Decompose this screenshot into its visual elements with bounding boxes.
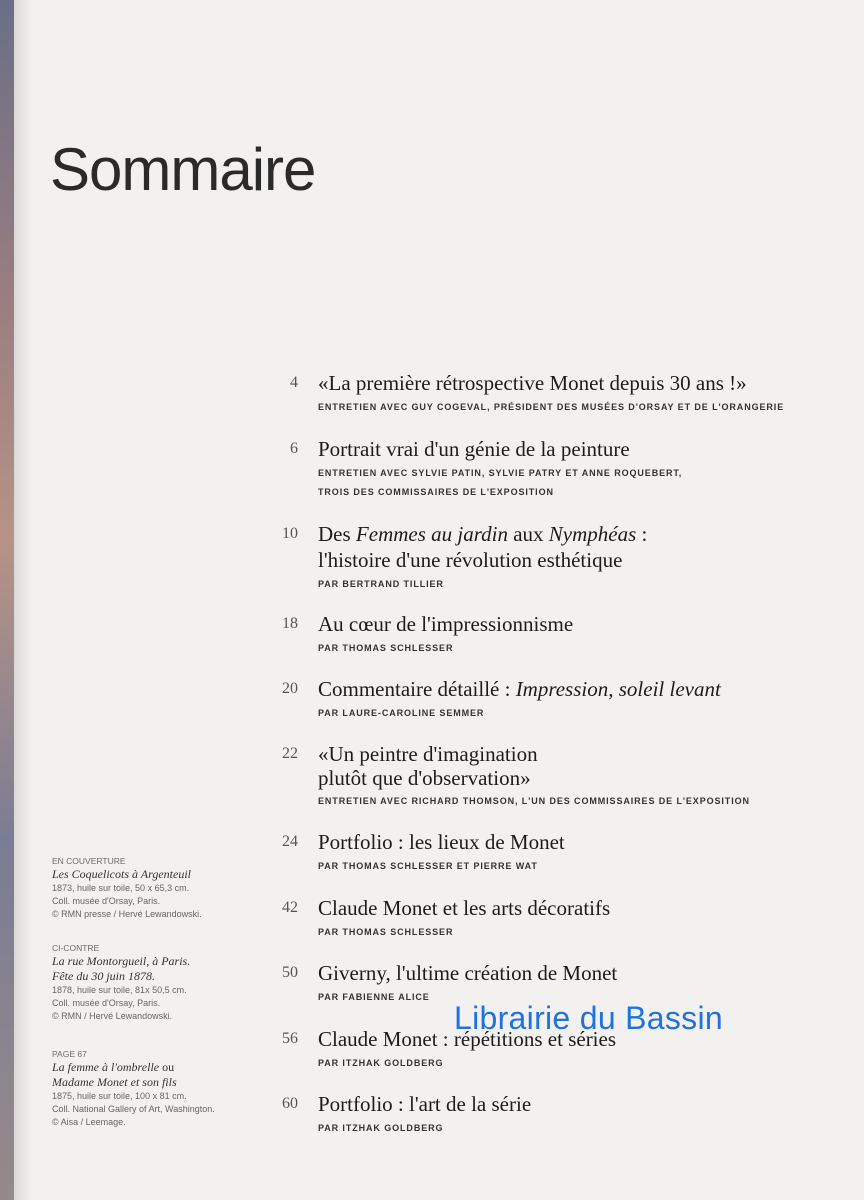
entry-headline-line-2: plutôt que d'observation» (318, 766, 531, 790)
entry-headline: Au cœur de l'impressionnisme (318, 612, 574, 636)
caption-credit: © RMN / Hervé Lewandowski. (52, 1011, 173, 1021)
caption-details: 1873, huile sur toile, 50 x 65,3 cm. (52, 883, 190, 893)
caption-cover (52, 855, 252, 921)
spine-shadow (14, 0, 32, 1200)
entry-headline: Portfolio : l'art de la série (318, 1092, 532, 1116)
page-number: 24 (282, 833, 298, 850)
entry-headline: Des Femmes au jardin aux Nymphéas : (318, 522, 648, 546)
page-number: 50 (282, 964, 298, 981)
page-number: 60 (282, 1095, 298, 1112)
entry-headline: Giverny, l'ultime création de Monet (318, 961, 618, 985)
entry-byline: ENTRETIEN AVEC SYLVIE PATIN, SYLVIE PATRY ET ANNE ROQUEBERT, (318, 468, 683, 478)
entry-headline: Portfolio : les lieux de Monet (318, 830, 565, 854)
entry-headline: Portrait vrai d'un génie de la peinture (318, 437, 630, 461)
caption-artwork-title: La rue Montorgueil, à Paris. (52, 954, 191, 968)
page-number: 18 (282, 615, 298, 632)
caption-artwork-title: Fête du 30 juin 1878. (52, 969, 155, 983)
caption-credit: © Aisa / Leemage. (52, 1117, 126, 1127)
entry-byline: PAR THOMAS SCHLESSER ET PIERRE WAT (318, 861, 538, 871)
entry-byline: PAR LAURE-CAROLINE SEMMER (318, 708, 485, 718)
page-number: 22 (282, 745, 298, 762)
entry-byline: PAR ITZHAK GOLDBERG (318, 1058, 444, 1068)
caption-credit: © RMN presse / Hervé Lewandowski. (52, 909, 202, 919)
entry-headline: «La première rétrospective Monet depuis 30 ans !» (318, 371, 747, 395)
page-number: 20 (282, 680, 298, 697)
entry-headline: Claude Monet : répétitions et séries (318, 1027, 617, 1051)
page-number: 42 (282, 899, 298, 916)
page-number: 56 (282, 1030, 298, 1047)
entry-byline: PAR ITZHAK GOLDBERG (318, 1123, 444, 1133)
caption-label: EN COUVERTURE (52, 856, 126, 866)
page-number: 10 (282, 525, 298, 542)
caption-artwork-title: Les Coquelicots à Argenteuil (52, 867, 191, 881)
watermark: Librairie du Bassin (454, 1000, 723, 1036)
entry-byline: ENTRETIEN AVEC GUY COGEVAL, PRÉSIDENT DES MUSÉES D'ORSAY ET DE L'ORANGERIE (318, 402, 785, 412)
entry-byline: PAR THOMAS SCHLESSER (318, 643, 454, 653)
entry-byline: ENTRETIEN AVEC RICHARD THOMSON, L'UN DES COMMISSAIRES DE L'EXPOSITION (318, 796, 750, 806)
page-title: Sommaire (50, 136, 316, 203)
caption-details: Coll. National Gallery of Art, Washington. (52, 1104, 215, 1114)
caption-details: 1875, huile sur toile, 100 x 81 cm. (52, 1091, 187, 1101)
entry-headline: Commentaire détaillé : Impression, soleil levant (318, 677, 721, 701)
entry-headline-line-2: l'histoire d'une révolution esthétique (318, 548, 623, 572)
previous-page-edge (0, 0, 14, 1200)
caption-opposite (52, 942, 252, 1023)
caption-page-67 (52, 1048, 252, 1129)
entry-byline: TROIS DES COMMISSAIRES DE L'EXPOSITION (318, 487, 554, 497)
page-number: 6 (290, 440, 298, 457)
caption-details: 1878, huile sur toile, 81x 50,5 cm. (52, 985, 187, 995)
entry-byline: PAR THOMAS SCHLESSER (318, 927, 454, 937)
caption-details: Coll. musée d'Orsay, Paris. (52, 896, 161, 906)
caption-artwork-title: Madame Monet et son fils (52, 1075, 177, 1089)
entry-byline: PAR BERTRAND TILLIER (318, 579, 444, 589)
caption-details: Coll. musée d'Orsay, Paris. (52, 998, 161, 1008)
caption-artwork-title: La femme à l'ombrelle ou (52, 1060, 175, 1074)
page-number: 4 (290, 374, 298, 391)
caption-label: CI-CONTRE (52, 943, 100, 953)
caption-label: PAGE 67 (52, 1049, 87, 1059)
entry-headline: «Un peintre d'imagination (318, 742, 538, 766)
entry-byline: PAR FABIENNE ALICE (318, 992, 430, 1002)
entry-headline: Claude Monet et les arts décoratifs (318, 896, 611, 920)
